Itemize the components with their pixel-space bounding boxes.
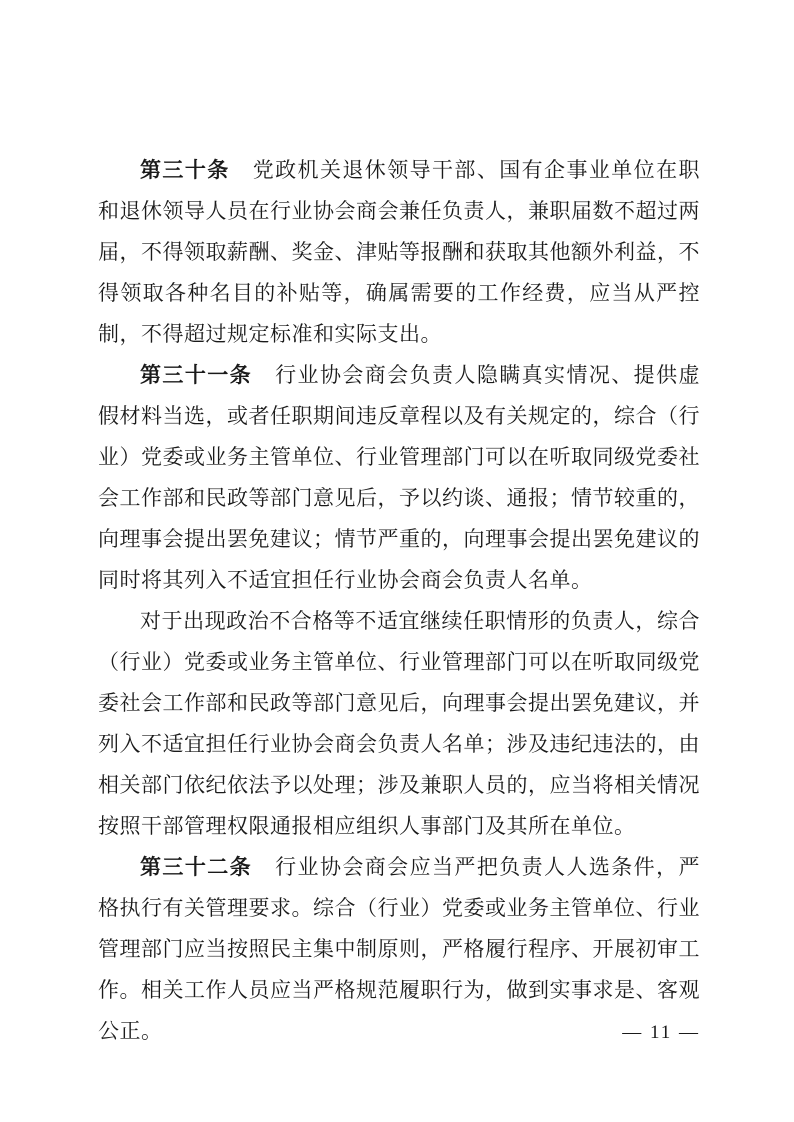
- article-32-heading: 第三十二条: [140, 855, 253, 879]
- article-30-heading: 第三十条: [140, 158, 230, 182]
- article-31-heading: 第三十一条: [140, 363, 253, 387]
- paragraph-article-31: [98, 355, 700, 601]
- article-31-continued-text: 对于出现政治不合格等不适宜继续任职情形的负责人，综合（行业）党委或业务主管单位、行业管理部门可以在听取同级党委社会工作部和民政等部门意见后，向理事会提出罢免建议，并列入不适宜担任行业协会商会负责人名单；涉及违纪违法的，由相关部门依纪依法予以处理；涉及兼职人员的，应当将相关情况按照干部管理权限通报相应组织人事部门及其所在单位。: [98, 609, 700, 838]
- article-31-text: 行业协会商会负责人隐瞒真实情况、提供虚假材料当选，或者任职期间违反章程以及有关规定的，综合（行业）党委或业务主管单位、行业管理部门可以在听取同级党委社会工作部和民政等部门意见后，予以约谈、通报；情节较重的，向理事会提出罢免建议；情节严重的，向理事会提出罢免建议的同时将其列入不适宜担任行业协会商会负责人名单。: [98, 363, 701, 592]
- page-footer: [98, 1022, 700, 1044]
- page-number: — 11 —: [622, 1022, 700, 1043]
- article-30-text: 党政机关退休领导干部、国有企事业单位在职和退休领导人员在行业协会商会兼任负责人，兼职届数不超过两届，不得领取薪酬、奖金、津贴等报酬和获取其他额外利益，不得领取各种名目的补贴等，确属需要的工作经费，应当从严控制，不得超过规定标准和实际支出。: [98, 158, 701, 346]
- paragraph-article-30: [98, 150, 700, 355]
- paragraph-article-31-continued: [98, 601, 700, 847]
- document-page: [98, 150, 700, 1052]
- article-32-text: 行业协会商会应当严把负责人人选条件，严格执行有关管理要求。综合（行业）党委或业务主管单位、行业管理部门应当按照民主集中制原则，严格履行程序、开展初审工作。相关工作人员应当严格规范履职行为，做到实事求是、客观公正。: [98, 855, 701, 1043]
